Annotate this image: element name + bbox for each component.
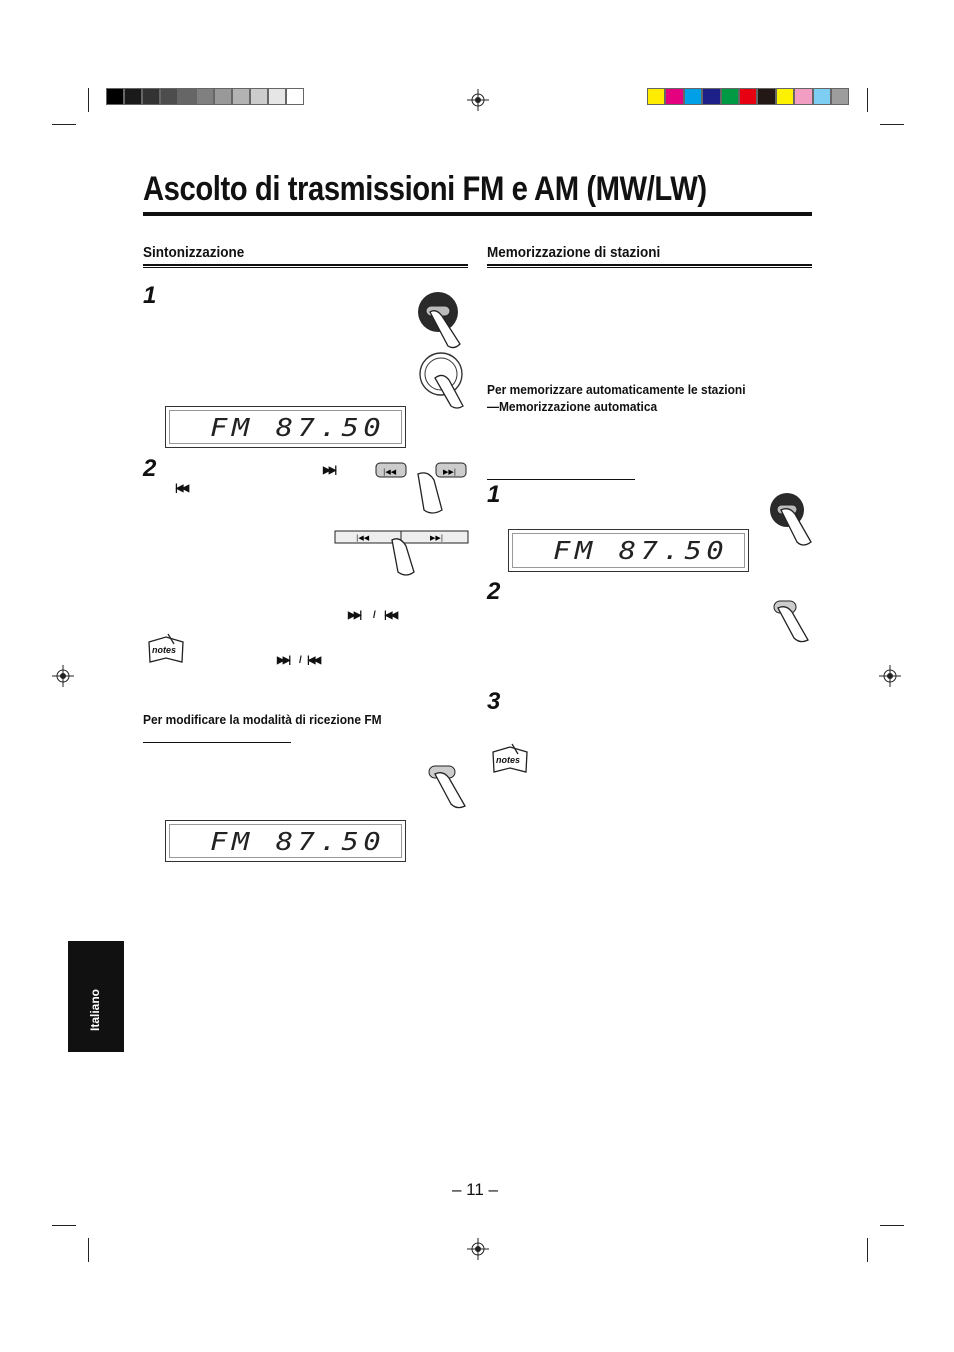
prev-symbol: |◀◀ xyxy=(175,483,188,494)
notes-icon xyxy=(490,742,530,776)
divider xyxy=(143,742,291,743)
skip-bar-icon xyxy=(334,528,470,578)
calibration-swatch xyxy=(178,88,196,105)
registration-mark-bottom xyxy=(467,1238,489,1260)
display-frequency: FM 87.50 xyxy=(210,827,386,856)
calibration-swatch xyxy=(739,88,757,105)
calibration-swatch xyxy=(684,88,702,105)
display-frequency: FM 87.50 xyxy=(210,413,386,442)
calibration-swatch xyxy=(721,88,739,105)
step-number: 1 xyxy=(143,282,157,309)
language-label: Italiano xyxy=(88,988,102,1031)
svg-text:|◀◀: |◀◀ xyxy=(383,468,397,476)
skip-buttons-icon xyxy=(374,460,470,520)
finger-tuning-knob-icon xyxy=(413,350,471,410)
calibration-swatch xyxy=(813,88,831,105)
next-symbol: ▶▶| xyxy=(277,655,290,666)
calibration-swatch xyxy=(232,88,250,105)
finger-press-small-button-icon xyxy=(425,762,471,810)
svg-text:▶▶|: ▶▶| xyxy=(443,468,457,476)
notes-icon xyxy=(146,632,186,666)
crop-mark xyxy=(88,88,89,112)
crop-mark xyxy=(880,1225,904,1226)
step-number: 2 xyxy=(487,578,501,605)
subheading-fm-mode: Per modificare la modalità di ricezione FM xyxy=(143,712,382,727)
calibration-swatch xyxy=(665,88,683,105)
step-number: 2 xyxy=(143,455,157,482)
title-rule xyxy=(143,212,812,216)
calibration-swatch xyxy=(268,88,286,105)
calibration-swatch xyxy=(757,88,775,105)
notes-label: notes xyxy=(496,755,521,765)
registration-mark-right xyxy=(879,665,901,687)
finger-press-button-icon xyxy=(767,492,817,548)
subheading-auto-preset-2: —Memorizzazione automatica xyxy=(487,399,658,414)
step-number: 3 xyxy=(487,688,501,715)
section-heading-presets: Memorizzazione di stazioni xyxy=(487,244,661,261)
calibration-swatch xyxy=(142,88,160,105)
section-heading-tuning: Sintonizzazione xyxy=(143,244,245,261)
page-title: Ascolto di trasmissioni FM e AM (MW/LW) xyxy=(143,170,707,208)
display-frequency: FM 87.50 xyxy=(553,536,729,565)
section-rule xyxy=(143,264,468,268)
calibration-swatch xyxy=(106,88,124,105)
crop-mark xyxy=(880,124,904,125)
calibration-swatch xyxy=(794,88,812,105)
divider xyxy=(487,479,635,480)
svg-text:▶▶|: ▶▶| xyxy=(430,534,444,542)
prev-symbol: |◀◀ xyxy=(307,655,320,666)
calibration-swatch xyxy=(124,88,142,105)
slash-separator: / xyxy=(299,655,300,666)
crop-mark xyxy=(52,124,76,125)
calibration-swatch xyxy=(214,88,232,105)
lcd-display-preset xyxy=(508,529,749,572)
page-number: – 11 – xyxy=(452,1180,499,1199)
crop-mark xyxy=(867,88,868,112)
crop-mark xyxy=(52,1225,76,1226)
lcd-display-fm-mode xyxy=(165,820,406,862)
calibration-swatch xyxy=(831,88,849,105)
calibration-swatch xyxy=(160,88,178,105)
step-number: 1 xyxy=(487,481,501,508)
calibration-swatch xyxy=(702,88,720,105)
crop-mark xyxy=(867,1238,868,1262)
slash-separator: / xyxy=(373,610,374,621)
crop-mark xyxy=(88,1238,89,1262)
section-rule xyxy=(487,264,812,268)
calibration-swatch xyxy=(286,88,304,105)
calibration-swatch xyxy=(196,88,214,105)
lcd-display-tuning xyxy=(165,406,406,448)
prev-symbol: |◀◀ xyxy=(384,610,397,621)
next-symbol: ▶▶| xyxy=(323,465,336,476)
finger-press-button-icon xyxy=(408,290,468,350)
subheading-auto-preset: Per memorizzare automaticamente le stazioni xyxy=(487,382,746,397)
svg-text:|◀◀: |◀◀ xyxy=(356,534,370,542)
language-side-tab xyxy=(68,941,124,1052)
registration-mark-top xyxy=(467,89,489,111)
calibration-swatch xyxy=(647,88,665,105)
registration-mark-left xyxy=(52,665,74,687)
finger-press-small-button-icon xyxy=(770,598,814,644)
next-symbol: ▶▶| xyxy=(348,610,361,621)
calibration-swatch xyxy=(776,88,794,105)
notes-label: notes xyxy=(152,645,177,655)
calibration-swatch xyxy=(250,88,268,105)
